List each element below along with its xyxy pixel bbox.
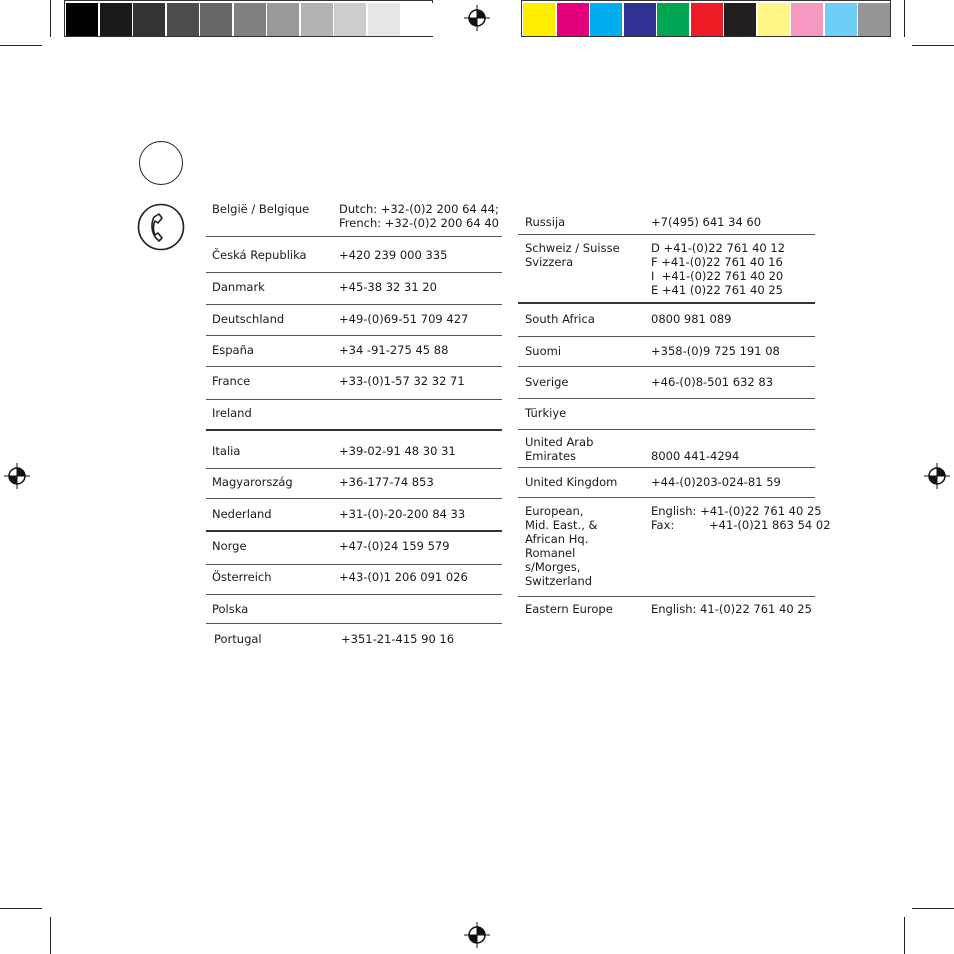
row-divider [206,594,502,595]
phone-number: +33-(0)1-57 32 32 71 [339,374,465,388]
phone-number: +358-(0)9 725 191 08 [651,344,780,358]
phone-number: 0800 981 089 [651,312,732,326]
process-color-swatch [791,3,823,36]
phone-number: +49-(0)69-51 709 427 [339,312,469,326]
registration-mark-bottom-icon [464,922,490,948]
country-name: European, Mid. East., & African Hq. Romanel s/Morges, Switzerland [525,504,598,588]
country-name: Eastern Europe [525,602,613,616]
country-name: Türkiye [525,406,567,420]
phone-number: +34 -91-275 45 88 [339,343,449,357]
registration-mark-top-icon [464,5,490,31]
phone-number: +36-177-74 853 [339,475,434,489]
row-divider [206,498,502,499]
process-color-swatch [825,3,857,36]
process-color-swatch [523,3,555,36]
crop-mark-bottom-right-h [912,908,954,909]
english-label: English: [651,504,701,518]
row-divider [518,467,815,468]
phone-number [651,504,831,532]
phone-number: +7(495) 641 34 60 [651,215,762,229]
gray-swatch [267,3,299,36]
row-divider [206,564,502,565]
row-divider [206,304,502,305]
country-name: Magyarország [212,475,293,489]
row-divider [518,234,815,235]
crop-mark-bottom-right-v [904,917,905,954]
row-divider [518,336,815,337]
row-divider [206,335,502,336]
row-divider [206,530,502,532]
process-color-swatch [624,3,656,36]
row-divider [518,302,815,304]
row-divider [518,398,815,399]
registration-mark-left-icon [4,463,30,489]
process-color-swatch [557,3,589,36]
process-color-swatch [724,3,756,36]
country-name: Norge [212,539,247,553]
gray-swatch [301,3,333,36]
row-divider [206,468,502,469]
process-color-swatch [590,3,622,36]
row-divider [518,429,815,430]
crop-mark-bottom-left-v [50,917,51,954]
country-name: United Kingdom [525,475,618,489]
country-name: Sverige [525,375,569,389]
row-divider [518,366,815,367]
row-divider [518,596,815,597]
english-phone: +41-(0)22 761 40 25 [700,504,822,518]
registration-mark-right-icon [924,463,950,489]
process-color-swatch [691,3,723,36]
crop-mark-bottom-left-h [0,908,42,909]
phone-number: +45-38 32 31 20 [339,280,437,294]
row-divider [206,236,502,237]
phone-number: D +41-(0)22 761 40 12 F +41-(0)22 761 40 16 I +41-(0)22 761 40 20 E +41 (0)22 761 40 25 [651,241,786,297]
phone-number: +39-02-91 48 30 31 [339,444,456,458]
gray-swatch [401,3,433,36]
country-name: Polska [212,602,249,616]
grayscale-calibration-bar [64,0,433,37]
country-name: United Arab Emirates [525,435,594,463]
gray-swatch [234,3,266,36]
gray-swatch [200,3,232,36]
gray-swatch [133,3,165,36]
process-color-swatch [657,3,689,36]
process-color-swatch [858,3,890,36]
phone-number: +420 239 000 335 [339,248,448,262]
country-name: España [212,343,254,357]
circle-icon [139,141,183,185]
country-name: Nederland [212,507,272,521]
crop-mark-top-right-v [904,0,905,37]
gray-swatch [334,3,366,36]
country-name: Italia [212,444,241,458]
country-name: Česká Republika [212,248,307,262]
row-divider [206,623,502,624]
row-divider [206,399,502,400]
phone-number: +44-(0)203-024-81 59 [651,475,781,489]
phone-number: +31-(0)-20-200 84 33 [339,507,466,521]
crop-mark-top-left-v [50,0,51,37]
row-divider [518,497,815,498]
row-divider [206,366,502,367]
gray-swatch [368,3,400,36]
country-name: Danmark [212,280,265,294]
country-name: België / Belgique [212,202,310,216]
gray-swatch [66,3,98,36]
country-name: South Africa [525,312,595,326]
phone-number: 8000 441-4294 [651,449,740,463]
crop-mark-top-left-h [0,45,42,46]
country-name: Schweiz / Suisse Svizzera [525,241,620,269]
gray-swatch [100,3,132,36]
country-name: Suomi [525,344,562,358]
phone-number: +47-(0)24 159 579 [339,539,450,553]
country-name: Russija [525,215,566,229]
phone-number: +43-(0)1 206 091 026 [339,570,468,584]
country-name: Ireland [212,406,252,420]
fax-label: Fax: [651,518,675,532]
process-color-calibration-bar [521,0,891,37]
gray-swatch [167,3,199,36]
country-name: Österreich [212,570,272,584]
fax-phone: +41-(0)21 863 54 02 [709,518,831,532]
country-name: Deutschland [212,312,285,326]
row-divider [206,429,502,431]
phone-handset-icon [137,203,185,251]
country-name: Portugal [214,632,262,646]
crop-mark-top-right-h [912,45,954,46]
process-color-swatch [758,3,790,36]
phone-number: Dutch: +32-(0)2 200 64 44; French: +32-(0)2 200 64 40 [339,202,499,230]
phone-number: +351-21-415 90 16 [341,632,455,646]
row-divider [206,272,502,273]
country-name: France [212,374,251,388]
phone-number: +46-(0)8-501 632 83 [651,375,774,389]
phone-number: English: 41-(0)22 761 40 25 [651,602,812,616]
